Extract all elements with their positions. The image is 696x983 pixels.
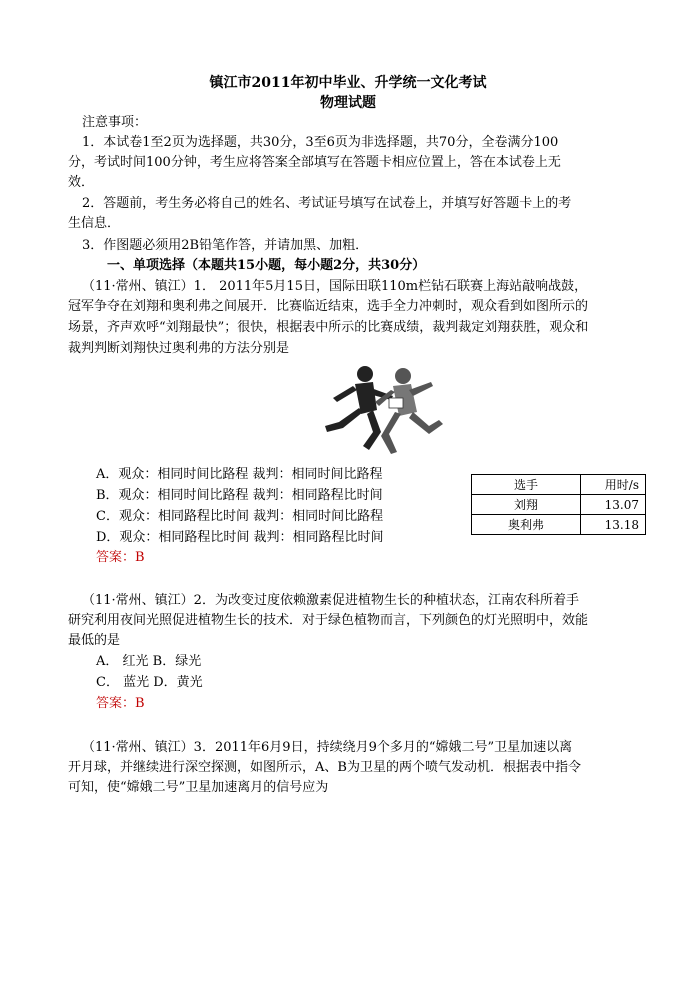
q2-options-cd: C． 蓝光 D．黄光 [96,675,203,690]
section-1-heading: 一、单项选择（本题共15小题，每小题2分，共30分） [107,258,426,273]
q1-option-a: A．观众：相同时间比路程 裁判：相同时间比路程 [96,467,383,482]
table-cell-athlete: 刘翔 [472,495,581,515]
results-table [471,474,646,535]
q3-line-3: 可知，使“嫦娥二号”卫星加速离月的信号应为 [68,780,329,795]
q1-answer: 答案：B [96,550,145,565]
note-1-line-3: 效． [68,175,95,190]
table-cell-athlete: 奥利弗 [472,515,581,535]
q2-line-3: 最低的是 [68,633,121,648]
table-header-athlete: 选手 [472,475,581,495]
q1-line-1: （11·常州、镇江）1． 2011年5月15日，国际田联110m栏钻石联赛上海站敲响战鼓， [82,279,588,294]
note-1-line-1: 1．本试卷1至2页为选择题，共30分，3至6页为非选择题，共70分，全卷满分100 [82,135,559,150]
table-header-row [472,475,646,495]
table-cell-time: 13.18 [581,515,646,535]
notes-heading: 注意事项： [82,115,148,130]
table-row [472,515,646,535]
q1-line-4: 裁判判断刘翔快过奥利弗的方法分别是 [68,341,290,356]
table-header-time: 用时/s [581,475,646,495]
note-3: 3．作图题必须用2B铅笔作答，并请加黑、加粗． [82,238,369,253]
table-cell-time: 13.07 [581,495,646,515]
q3-line-1: （11·常州、镇江）3．2011年6月9日，持续绕月9个多月的“嫦娥二号”卫星加速以离 [82,740,573,755]
q1-option-b: B．观众：相同时间比路程 裁判：相同路程比时间 [96,488,383,503]
q1-option-d: D．观众：相同路程比时间 裁判：相同路程比时间 [96,530,384,545]
note-1-line-2: 分，考试时间100分钟，考生应将答案全部填写在答题卡相应位置上，答在本试卷上无 [68,155,561,170]
q2-line-2: 研究利用夜间光照促进植物生长的技术．对于绿色植物而言，下列颜色的灯光照明中，效能 [68,613,589,628]
note-2-line-2: 生信息． [68,216,121,231]
exam-title: 镇江市2011年初中毕业、升学统一文化考试 [209,75,487,91]
q1-option-c: C．观众：相同路程比时间 裁判：相同时间比路程 [96,509,384,524]
q2-answer: 答案：B [96,696,145,711]
runners-image [307,362,447,456]
q3-line-2: 开月球，并继续进行深空探测，如图所示，A、B为卫星的两个喷气发动机．根据表中指令 [68,760,581,775]
table-row [472,495,646,515]
q1-line-2: 冠军争夺在刘翔和奥利弗之间展开．比赛临近结束，选手全力冲刺时，观众看到如图所示的 [68,299,589,314]
q2-options-ab: A． 红光 B．绿光 [96,654,202,669]
q1-line-3: 场景，齐声欢呼“刘翔最快”；很快，根据表中所示的比赛成绩，裁判裁定刘翔获胜，观众和 [68,320,589,335]
q2-line-1: （11·常州、镇江）2．为改变过度依赖激素促进植物生长的种植状态，江南农科所着手 [82,593,579,608]
note-2-line-1: 2．答题前，考生务必将自己的姓名、考试证号填写在试卷上，并填写好答题卡上的考 [82,196,572,211]
exam-subtitle: 物理试题 [320,95,376,111]
